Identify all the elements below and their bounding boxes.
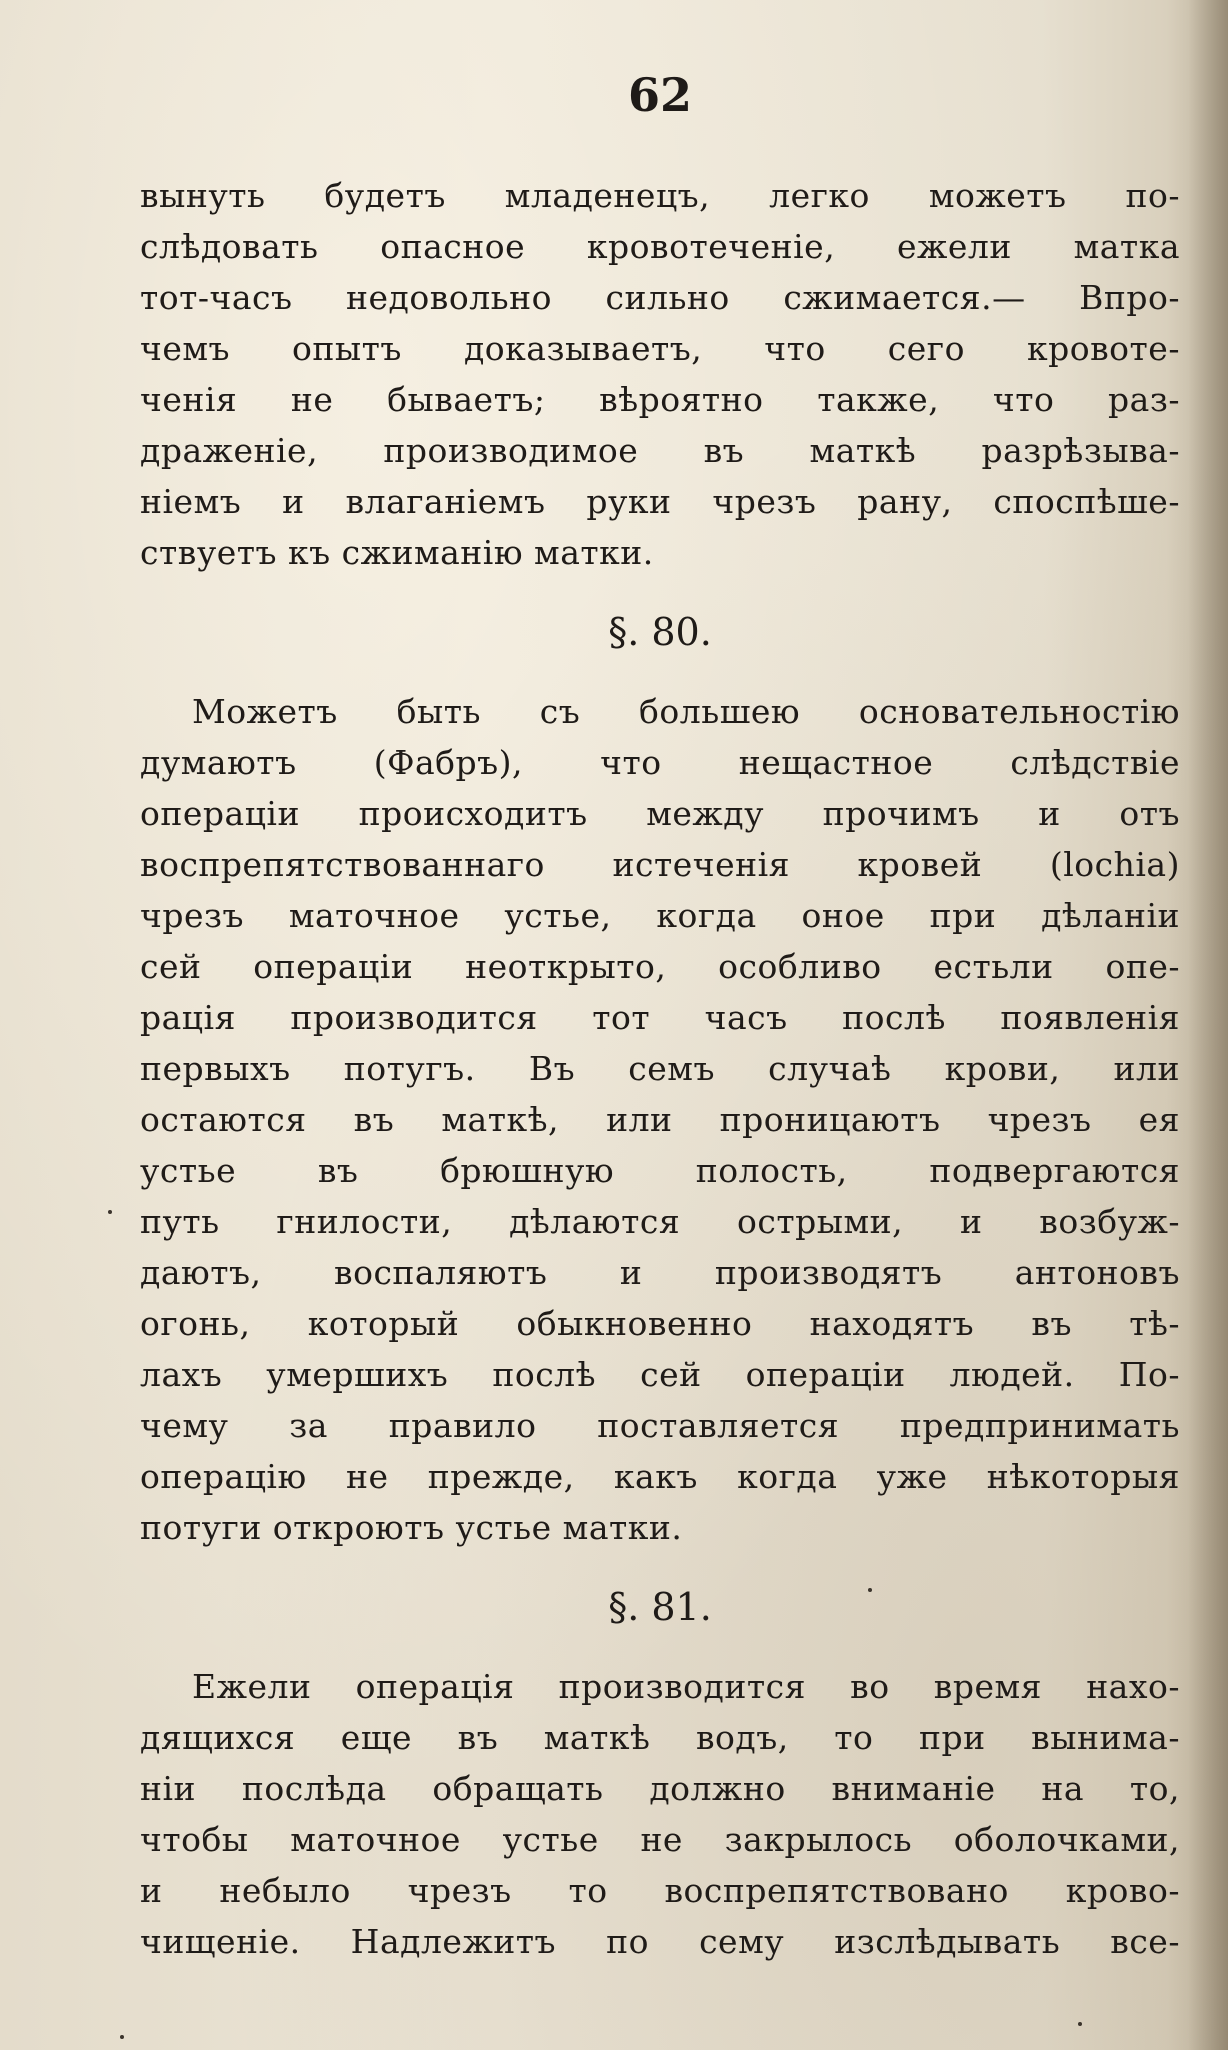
text-line: путь гнилости, дѣлаются острыми, и возбуж- <box>140 1202 1180 1241</box>
page-number: 62 <box>627 68 692 122</box>
text-line: сей операціи неоткрыто, особливо естьли опе- <box>140 947 1180 986</box>
text-line: вынуть будетъ младенецъ, легко можетъ по- <box>140 176 1180 215</box>
text-line: лахъ умершихъ послѣ сей операціи людей. По- <box>140 1355 1180 1394</box>
text-line: думаютъ (Фабръ), что нещастное слѣдствіе <box>140 743 1180 782</box>
text-line: устье въ брюшную полость, подвергаются <box>140 1151 1180 1190</box>
paragraph-1 <box>140 170 1180 578</box>
text-line: ченія не бываетъ; вѣроятно также, что раз- <box>140 380 1180 419</box>
text-line: чему за правило поставляется предпринимать <box>140 1406 1180 1445</box>
text-line: тот-часъ недовольно сильно сжимается.— Впро- <box>140 278 1180 317</box>
text-line: первыхъ потугъ. Въ семъ случаѣ крови, или <box>140 1049 1180 1088</box>
text-line: дящихся еще въ маткѣ водъ, то при вынима- <box>140 1718 1180 1757</box>
ink-speck <box>108 1210 112 1214</box>
text-line: чищеніе. Надлежитъ по сему изслѣдывать все- <box>140 1922 1180 1961</box>
text-line: и небыло чрезъ то воспрепятствовано крово- <box>140 1871 1180 1910</box>
ink-speck <box>1078 2022 1082 2026</box>
text-line: остаются въ маткѣ, или проницаютъ чрезъ ея <box>140 1100 1180 1139</box>
text-line: чемъ опытъ доказываетъ, что сего кровоте- <box>140 329 1180 368</box>
text-line: огонь, который обыкновенно находятъ въ тѣ- <box>140 1304 1180 1343</box>
text-line: даютъ, воспаляютъ и производятъ антоновъ <box>140 1253 1180 1292</box>
paragraph-3 <box>140 1661 1180 1967</box>
text-line: потуги откроютъ устье матки. <box>140 1508 683 1547</box>
paragraph-2 <box>140 686 1180 1553</box>
text-line: ніи послѣда обращать должно вниманіе на то, <box>140 1769 1180 1808</box>
text-line: чрезъ маточное устье, когда оное при дѣланіи <box>140 896 1180 935</box>
text-line: операцію не прежде, какъ когда уже нѣкоторыя <box>140 1457 1180 1496</box>
text-line: Ежели операція производится во время нахо- <box>192 1667 1180 1706</box>
text-line: ніемъ и влаганіемъ руки чрезъ рану, споспѣше- <box>140 482 1180 521</box>
text-line: операціи происходитъ между прочимъ и отъ <box>140 794 1180 833</box>
text-line: ствуетъ къ сжиманію матки. <box>140 533 654 572</box>
section-heading-80: §. 80. <box>608 610 712 654</box>
text-line: Можетъ быть съ большею основательностію <box>192 692 1180 731</box>
text-line: рація производится тот часъ послѣ появленія <box>140 998 1180 1037</box>
ink-speck <box>120 2035 124 2039</box>
text-line: воспрепятствованнаго истеченія кровей (lochia) <box>140 845 1180 884</box>
section-heading-81: §. 81. <box>608 1585 712 1629</box>
text-line: драженіе, производимое въ маткѣ разрѣзыва- <box>140 431 1180 470</box>
page-edge-shadow <box>1188 0 1228 2050</box>
page-text <box>140 60 1180 1967</box>
text-line: чтобы маточное устье не закрылось оболочками, <box>140 1820 1180 1859</box>
text-line: слѣдовать опасное кровотеченіе, ежели матка <box>140 227 1180 266</box>
